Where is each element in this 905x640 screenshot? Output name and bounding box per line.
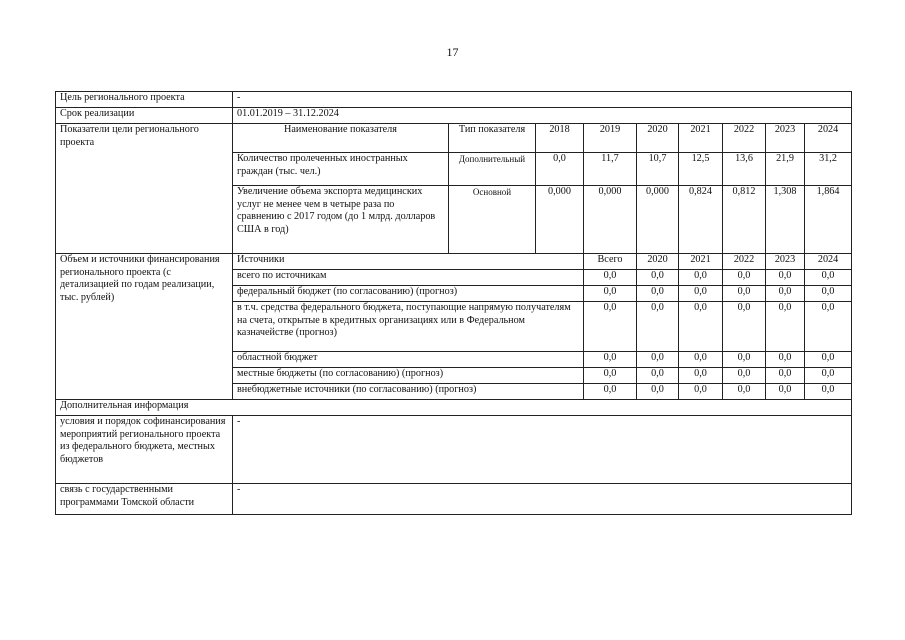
indicator-value: 0,812	[723, 186, 766, 254]
cofinancing-row	[56, 416, 852, 484]
indicator-value: 1,864	[805, 186, 852, 254]
year-header-2018: 2018	[536, 124, 584, 153]
financing-value: 0,0	[679, 302, 723, 352]
year-header-2020: 2020	[637, 124, 679, 153]
financing-value: 0,0	[766, 368, 805, 384]
year-header-2024: 2024	[805, 124, 852, 153]
financing-value: 0,0	[679, 384, 723, 400]
financing-value: 0,0	[766, 384, 805, 400]
indicator-value: 1,308	[766, 186, 805, 254]
financing-total-header: Всего	[584, 254, 637, 270]
financing-total: 0,0	[584, 352, 637, 368]
financing-header-row	[56, 254, 852, 270]
financing-total: 0,0	[584, 368, 637, 384]
additional-info-row	[56, 400, 852, 416]
indicator-value: 0,000	[637, 186, 679, 254]
financing-source: федеральный бюджет (по согласованию) (прогноз)	[233, 286, 584, 302]
year-header-2019: 2019	[584, 124, 637, 153]
financing-value: 0,0	[766, 302, 805, 352]
fin-year-header-2020: 2020	[637, 254, 679, 270]
financing-value: 0,0	[805, 270, 852, 286]
financing-value: 0,0	[805, 286, 852, 302]
indicator-value: 21,9	[766, 153, 805, 186]
indicator-value: 0,000	[584, 186, 637, 254]
financing-value: 0,0	[723, 286, 766, 302]
financing-value: 0,0	[723, 384, 766, 400]
indicator-value: 0,824	[679, 186, 723, 254]
indicator-name-header: Наименование показателя	[233, 124, 449, 153]
indicator-type: Дополнительный	[449, 153, 536, 186]
indicators-label: Показатели цели регионального проекта	[56, 124, 233, 254]
indicator-value: 10,7	[637, 153, 679, 186]
financing-total: 0,0	[584, 302, 637, 352]
financing-value: 0,0	[723, 270, 766, 286]
financing-value: 0,0	[637, 368, 679, 384]
goal-label: Цель регионального проекта	[56, 92, 233, 108]
financing-value: 0,0	[637, 286, 679, 302]
indicator-type-header: Тип показателя	[449, 124, 536, 153]
financing-value: 0,0	[766, 352, 805, 368]
indicator-value: 31,2	[805, 153, 852, 186]
period-row	[56, 108, 852, 124]
financing-value: 0,0	[637, 384, 679, 400]
indicator-name: Количество пролеченных иностранных граждан (тыс. чел.)	[233, 153, 449, 186]
financing-value: 0,0	[637, 352, 679, 368]
financing-label: Объем и источники финансирования регионального проекта (с детализацией по годам реализации, тыс. рублей)	[56, 254, 233, 400]
financing-value: 0,0	[723, 368, 766, 384]
financing-value: 0,0	[766, 270, 805, 286]
financing-source: внебюджетные источники (по согласованию) (прогноз)	[233, 384, 584, 400]
state-programs-label: связь с государственными программами Томской области	[56, 484, 233, 515]
period-label: Срок реализации	[56, 108, 233, 124]
financing-source: всего по источникам	[233, 270, 584, 286]
year-header-2021: 2021	[679, 124, 723, 153]
state-programs-row	[56, 484, 852, 515]
state-programs-value: -	[233, 484, 852, 515]
financing-value: 0,0	[805, 302, 852, 352]
financing-value: 0,0	[766, 286, 805, 302]
financing-source: местные бюджеты (по согласованию) (прогноз)	[233, 368, 584, 384]
fin-year-header-2023: 2023	[766, 254, 805, 270]
fin-year-header-2021: 2021	[679, 254, 723, 270]
financing-total: 0,0	[584, 270, 637, 286]
fin-year-header-2022: 2022	[723, 254, 766, 270]
indicator-value: 13,6	[723, 153, 766, 186]
financing-value: 0,0	[679, 352, 723, 368]
indicators-header-row	[56, 124, 852, 153]
financing-value: 0,0	[637, 270, 679, 286]
indicator-value: 0,0	[536, 153, 584, 186]
financing-value: 0,0	[805, 352, 852, 368]
period-value: 01.01.2019 – 31.12.2024	[233, 108, 852, 124]
financing-value: 0,0	[723, 302, 766, 352]
financing-value: 0,0	[637, 302, 679, 352]
financing-total: 0,0	[584, 384, 637, 400]
passport-table	[55, 91, 852, 515]
financing-value: 0,0	[679, 286, 723, 302]
financing-value: 0,0	[679, 270, 723, 286]
year-header-2023: 2023	[766, 124, 805, 153]
indicator-type: Основной	[449, 186, 536, 254]
financing-source: областной бюджет	[233, 352, 584, 368]
indicator-value: 11,7	[584, 153, 637, 186]
financing-value: 0,0	[805, 368, 852, 384]
financing-source: в т.ч. средства федерального бюджета, поступающие напрямую получателям на счета, открытые в кредитных организациях или в Федеральном казначействе (прогноз)	[233, 302, 584, 352]
indicator-value: 0,000	[536, 186, 584, 254]
financing-total: 0,0	[584, 286, 637, 302]
cofinancing-value: -	[233, 416, 852, 484]
indicator-name: Увеличение объема экспорта медицинских услуг не менее чем в четыре раза по сравнению с 2017 годом (до 1 млрд. долларов США в год)	[233, 186, 449, 254]
goal-row	[56, 92, 852, 108]
financing-value: 0,0	[679, 368, 723, 384]
financing-source-header: Источники	[233, 254, 584, 270]
year-header-2022: 2022	[723, 124, 766, 153]
goal-value: -	[233, 92, 852, 108]
cofinancing-label: условия и порядок софинансирования мероприятий регионального проекта из федерального бюджета, местных бюджетов	[56, 416, 233, 484]
fin-year-header-2024: 2024	[805, 254, 852, 270]
indicator-value: 12,5	[679, 153, 723, 186]
financing-value: 0,0	[805, 384, 852, 400]
page-number: 17	[446, 45, 459, 59]
financing-value: 0,0	[723, 352, 766, 368]
additional-info-label: Дополнительная информация	[56, 400, 852, 416]
